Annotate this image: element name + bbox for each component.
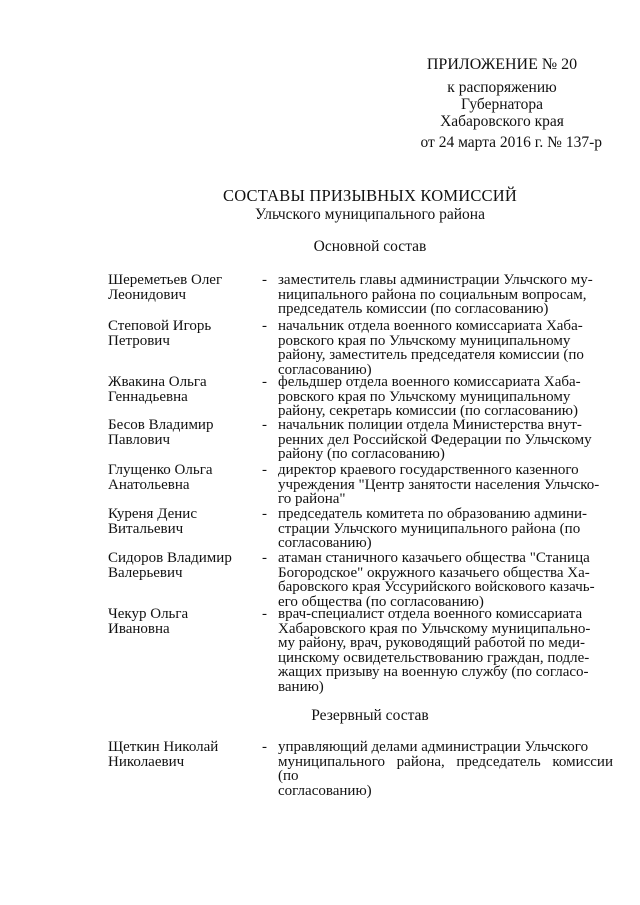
annex-date: от 24 марта 2016 г. № 137-р bbox=[420, 134, 602, 151]
member-role: начальник отдела военного комиссариата Хаба- ровского края по Ульчскому муниципальному району, заместитель председателя комиссии (по согласованию) bbox=[278, 318, 584, 378]
member-role: директор краевого государственного казенного учреждения "Центр занятости населения Ульчско- го района" bbox=[278, 462, 600, 508]
member-name: Куреня Денис Витальевич bbox=[108, 506, 197, 537]
member-role: начальник полиции отдела Министерства внут- ренних дел Российской Федерации по Ульчскому району (по согласованию) bbox=[278, 417, 592, 463]
annex-line-3: Хабаровского края bbox=[440, 113, 564, 130]
member-name: Шереметьев Олег Леонидович bbox=[108, 272, 223, 303]
dash: - bbox=[262, 417, 267, 433]
dash: - bbox=[262, 550, 267, 566]
annex-header bbox=[402, 56, 602, 151]
dash: - bbox=[262, 462, 267, 478]
dash: - bbox=[262, 506, 267, 522]
member-role: атаман станичного казачьего общества "Станица Богородское" окружного казачьего общества Ха- баровского края Уссурийского войскового казачь- его общества (по согласованию) bbox=[278, 550, 595, 610]
document-subtitle: Ульчского муниципального района bbox=[255, 206, 485, 223]
member-name: Глущенко Ольга Анатольевна bbox=[108, 462, 213, 493]
member-name: Сидоров Владимир Валерьевич bbox=[108, 550, 232, 581]
dash: - bbox=[262, 318, 267, 334]
member-role: заместитель главы администрации Ульчского му- ниципального района по социальным вопросам, председатель комиссии (по согласованию) bbox=[278, 272, 593, 318]
main-section-heading: Основной состав bbox=[313, 238, 427, 255]
member-role: председатель комитета по образованию админи- страции Ульчского муниципального района (по согласованию) bbox=[278, 506, 588, 552]
dash: - bbox=[262, 606, 267, 622]
dash: - bbox=[262, 739, 267, 755]
member-name: Степовой Игорь Петрович bbox=[108, 318, 212, 349]
member-role: врач-специалист отдела военного комиссариата Хабаровского края по Ульчскому муниципально- му району, врач, руководящий работой по меди- цинскому освидетельствованию граждан, подле- жащих призыву на военную службу (по согласо- ванию) bbox=[278, 606, 591, 695]
member-name: Щеткин Николай Николаевич bbox=[108, 739, 219, 770]
reserve-section-heading: Резервный состав bbox=[311, 707, 429, 724]
member-name: Жвакина Ольга Геннадьевна bbox=[108, 374, 207, 405]
annex-line-2: Губернатора bbox=[461, 96, 543, 113]
document-title: СОСТАВЫ ПРИЗЫВНЫХ КОМИССИЙ bbox=[223, 186, 517, 205]
member-role: фельдшер отдела военного комиссариата Хаба- ровского края по Ульчскому муниципальному району, секретарь комиссии (по согласованию) bbox=[278, 374, 581, 420]
dash: - bbox=[262, 374, 267, 390]
dash: - bbox=[262, 272, 267, 288]
member-name: Бесов Владимир Павлович bbox=[108, 417, 214, 448]
annex-title: ПРИЛОЖЕНИЕ № 20 bbox=[426, 56, 578, 73]
member-name: Чекур Ольга Ивановна bbox=[108, 606, 189, 637]
member-role: управляющий делами администрации Ульчского муниципального района, председатель комиссии (по согласованию) bbox=[278, 739, 613, 799]
annex-line-1: к распоряжению bbox=[447, 79, 557, 96]
